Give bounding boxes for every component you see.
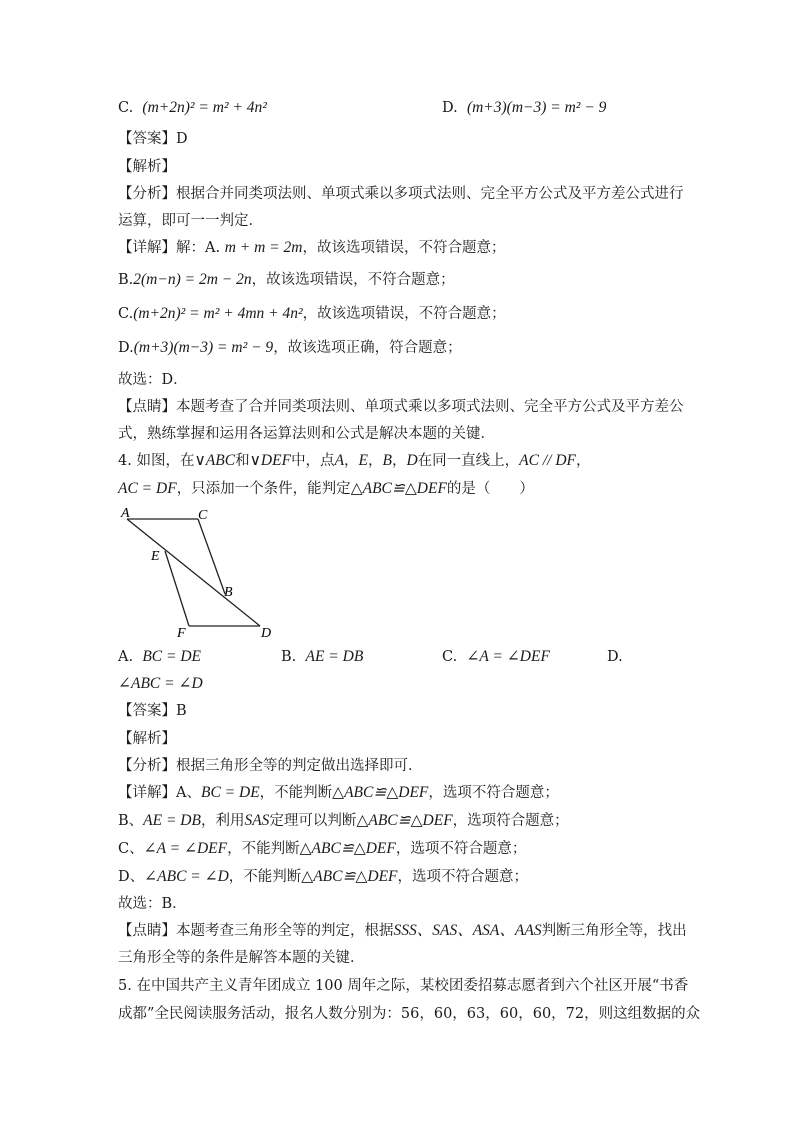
detail-prefix: C. — [118, 306, 134, 322]
q4-option-a — [118, 647, 201, 667]
stem-text: 在同一直线上， — [417, 453, 520, 469]
congruence-criteria: SSS、SAS、ASA、AAS — [393, 922, 542, 939]
q4-option-d-label: D. — [607, 649, 623, 665]
detail-suffix: ，故该选项错误，不符合题意； — [302, 306, 506, 322]
math-expression: BC = DE — [200, 784, 260, 801]
math-expression: ∠ABC = ∠D — [144, 868, 229, 885]
point-a: A — [334, 452, 345, 469]
q4-comment-line-2: 三角形全等的条件是解答本题的关键． — [118, 950, 365, 966]
stem-text: 4. 如图，在 — [118, 453, 195, 469]
detail-text: 定理可以判断 — [269, 813, 357, 829]
geometry-figure — [118, 503, 288, 643]
point-d: D — [406, 452, 418, 469]
congruence-statement: △ABC≌△DEF — [350, 480, 447, 497]
q3-analysis-line-2: 运算，即可一一判定． — [118, 213, 263, 229]
congruence-statement: △ABC≌△DEF — [299, 840, 396, 857]
math-expression: ∠A = ∠DEF — [143, 840, 228, 857]
q3-option-c — [118, 98, 267, 118]
q3-analysis-line-1: 【分析】根据合并同类项法则、单项式乘以多项式法则、完全平方公式及平方差公式进行 — [118, 186, 684, 202]
detail-prefix: B. — [118, 272, 134, 288]
detail-suffix: ，选项不符合题意； — [397, 869, 529, 885]
label-a: A — [121, 506, 130, 521]
detail-prefix: D. — [118, 340, 134, 356]
detail-prefix: C、 — [118, 841, 144, 857]
q4-detail-d — [118, 867, 528, 887]
detail-text: ，不能判断 — [228, 869, 302, 885]
math-expression: (m+2n)² = m² + 4mn + 4n² — [133, 305, 303, 322]
q3-detail-a — [118, 238, 505, 258]
option-label: C. — [442, 649, 458, 665]
congruence-statement: △ABC≌△DEF — [332, 784, 429, 801]
detail-text: ，不能判断 — [259, 785, 333, 801]
congruence-statement: △ABC≌△DEF — [356, 812, 453, 829]
q4-answer: 【答案】B — [118, 703, 187, 719]
option-label: D. — [442, 100, 458, 116]
congruence-statement: △ABC≌△DEF — [301, 868, 398, 885]
detail-suffix: ，故该选项正确，符合题意； — [273, 340, 462, 356]
q4-detail-c — [118, 839, 526, 859]
math-expression: BC = DE — [142, 648, 201, 665]
q4-choose: 故选：B． — [118, 896, 187, 912]
q3-option-d — [442, 98, 606, 118]
option-label: C. — [118, 100, 134, 116]
stem-text: ， — [391, 453, 407, 469]
q4-detail-a — [118, 783, 559, 803]
point-e: E — [358, 452, 368, 469]
detail-prefix: D、 — [118, 869, 145, 885]
q3-answer: 【答案】D — [118, 131, 188, 147]
math-expression: m + m = 2m — [224, 239, 303, 256]
stem-text: 的是（ ） — [446, 481, 534, 497]
comment-text: 【点睛】本题考查三角形全等的判定，根据 — [118, 923, 394, 939]
detail-suffix: ，选项符合题意； — [452, 813, 569, 829]
q4-stem-line-1 — [118, 451, 591, 471]
segment-cb — [198, 519, 225, 594]
q3-detail-d — [118, 338, 462, 358]
q5-stem-line-2: 成都”全民阅读服务活动，报名人数分别为：56，60，63，60，60，72，则这组数据的众 — [118, 1006, 701, 1022]
detail-prefix: B、 — [118, 813, 144, 829]
triangle-abc: ∨ABC — [194, 452, 236, 469]
q4-analysis: 【分析】根据三角形全等的判定做出选择即可． — [118, 758, 423, 774]
math-expression: (m+3)(m−3) = m² − 9 — [133, 339, 274, 356]
option-label: A. — [118, 649, 134, 665]
stem-text: 中，点 — [291, 453, 335, 469]
q3-detail-c — [118, 304, 506, 324]
q4-option-b — [281, 647, 363, 667]
segment-ef — [165, 551, 189, 626]
detail-suffix: ，选项不符合题意； — [395, 841, 527, 857]
q4-detail-b — [118, 811, 569, 831]
q4-stem-line-2 — [118, 479, 534, 499]
option-label: B. — [281, 649, 297, 665]
math-expression: AE = DB — [143, 812, 201, 829]
equal-condition: AC = DF — [118, 480, 177, 497]
q3-choose: 故选：D． — [118, 372, 188, 388]
math-expression: (m+2n)² = m² + 4n² — [142, 99, 267, 116]
stem-text: ，只添加一个条件，能判定 — [176, 481, 351, 497]
detail-suffix: ，选项不符合题意； — [428, 785, 559, 801]
comment-text: 判断三角形全等，找出 — [541, 923, 687, 939]
detail-text: ，利用 — [200, 813, 245, 829]
label-b: B — [224, 585, 233, 600]
q4-option-c — [442, 647, 550, 667]
q5-stem-line-1: 5. 在中国共产主义青年团成立 100 周年之际，某校团委招募志愿者到六个社区开展“书香 — [118, 978, 689, 994]
stem-text: ， — [368, 453, 383, 469]
label-f: F — [177, 626, 186, 641]
math-expression: ∠ABC = ∠D — [118, 675, 203, 692]
q3-comment-line-2: 式，熟练掌握和运用各运算法则和公式是解决本题的关键． — [118, 426, 495, 442]
stem-text: 和 — [235, 453, 250, 469]
math-expression: (m+3)(m−3) = m² − 9 — [466, 99, 607, 116]
q4-jiexi-heading: 【解析】 — [118, 731, 176, 747]
triangle-def: ∨DEF — [249, 452, 292, 469]
sas-theorem: SAS — [244, 812, 270, 829]
parallel-condition: AC // DF — [519, 452, 577, 469]
detail-suffix: ，故该选项错误，不符合题意； — [251, 272, 455, 288]
label-d: D — [261, 626, 272, 641]
stem-text: ， — [344, 453, 359, 469]
math-expression: 2(m−n) = 2m − 2n — [133, 271, 252, 288]
q3-detail-b — [118, 270, 455, 290]
detail-prefix: 【详解】A、 — [118, 785, 201, 801]
q3-comment-line-1: 【点睛】本题考查了合并同类项法则、单项式乘以多项式法则、完全平方公式及平方差公 — [118, 399, 684, 415]
label-c: C — [198, 508, 208, 523]
detail-text: ，不能判断 — [227, 841, 300, 857]
math-expression: AE = DB — [305, 648, 364, 665]
label-e: E — [151, 549, 160, 564]
point-b: B — [382, 452, 392, 469]
math-expression: ∠A = ∠DEF — [466, 648, 550, 665]
q3-jiexi-heading: 【解析】 — [118, 159, 176, 175]
q4-comment-line-1 — [118, 921, 687, 941]
q4-option-d-expr — [118, 674, 203, 694]
detail-suffix: ，故该选项错误，不符合题意； — [302, 240, 506, 256]
segment-ad — [127, 519, 260, 626]
stem-text: ， — [576, 453, 591, 469]
detail-prefix: 【详解】解：A. — [118, 240, 221, 256]
